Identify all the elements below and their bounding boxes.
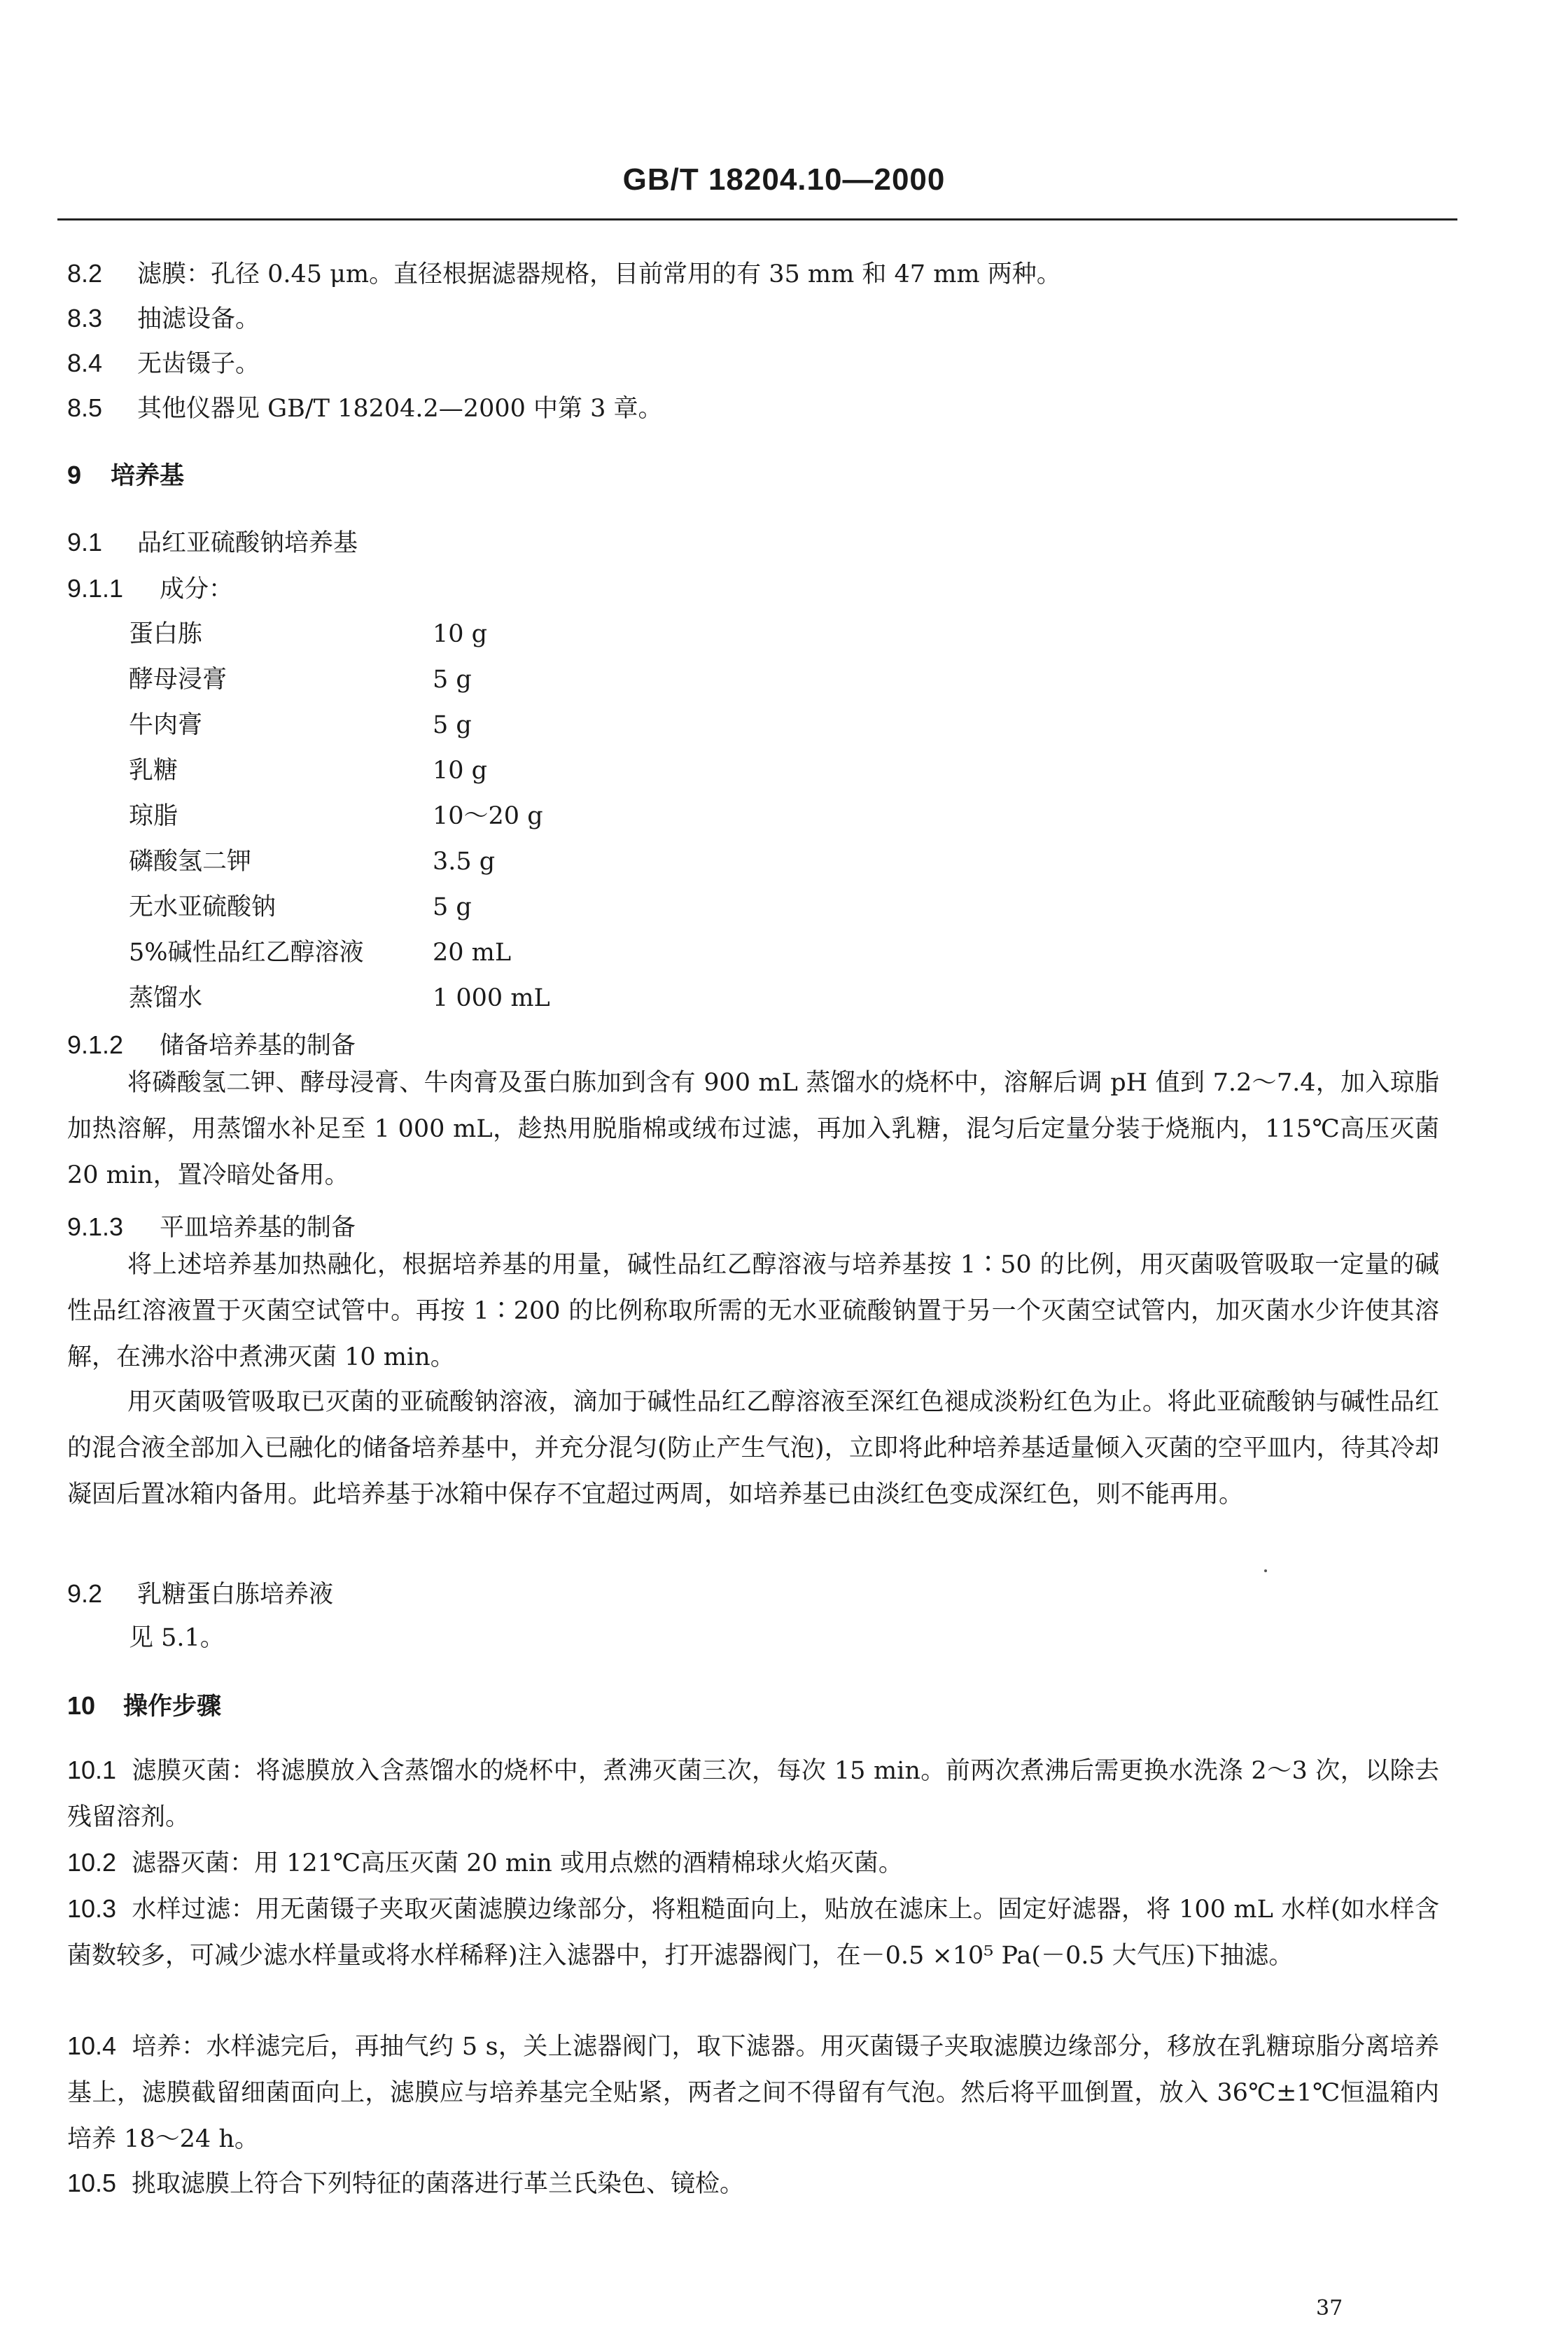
clause-8-4 [67,347,1439,380]
clause-number: 8.5 [67,393,103,422]
standard-code-header: GB/T 18204.10—2000 [622,162,946,197]
clause-text: 滤器灭菌：用 121℃高压灭菌 20 min 或用点燃的酒精棉球火焰灭菌。 [132,1849,903,1877]
clause-9-2-heading [67,1578,1439,1611]
section-9-heading [67,459,1439,491]
clause-10-3 [67,1886,1439,1979]
clause-text: 滤膜：孔径 0.45 μm。直径根据滤器规格，目前常用的有 35 mm 和 47 mm 两种。 [137,260,1061,288]
clause-9-1-heading [67,526,1439,559]
clause-9-1-2-body: 将磷酸氢二钾、酵母浸膏、牛肉膏及蛋白胨加到含有 900 mL 蒸馏水的烧杯中，溶解后调 pH 值到 7.2～7.4，加入琼脂加热溶解，用蒸馏水补足至 1 000 mL，趁热用脱脂棉或绒布过滤，再加入乳糖，混匀后定量分装于烧瓶内，115℃高压灭菌 20 min，置冷暗处备用。 [67,1069,1439,1189]
ingredient-name: 蒸馏水 [129,984,203,1012]
ingredient-amount: 10 g [433,757,488,785]
clause-number: 9.1.1 [67,574,124,603]
ingredient-name: 磷酸氢二钾 [129,848,252,876]
clause-9-1-1-heading [67,573,1439,606]
clause-number: 10.3 [67,1894,117,1923]
ingredient-name: 琼脂 [129,802,178,830]
clause-10-2 [67,1840,1439,1886]
clause-number: 9.1 [67,528,103,556]
clause-number: 8.2 [67,259,103,288]
ingredient-amount: 5 g [433,893,472,921]
clause-9-1-3-heading [67,1211,1439,1244]
scan-speck [1264,1569,1267,1572]
clause-10-4 [67,2023,1439,2162]
clause-text: 水样过滤：用无菌镊子夹取灭菌滤膜边缘部分，将粗糙面向上，贴放在滤床上。固定好滤器，将 100 mL 水样(如水样含菌数较多，可减少滤水样量或将水样稀释)注入滤器中，打开滤器阀门，在－0.5 ×10⁵ Pa(－0.5 大气压)下抽滤。 [67,1896,1439,1970]
clause-8-5 [67,392,1439,425]
clause-title: 品红亚硫酸钠培养基 [137,529,358,557]
section-title: 培养基 [111,461,185,490]
clause-number: 10.4 [67,2031,117,2060]
clause-number: 8.4 [67,349,103,377]
clause-number: 10.2 [67,1848,117,1877]
ingredient-name: 5%碱性品红乙醇溶液 [129,939,364,967]
clause-text: 抽滤设备。 [137,305,260,333]
section-title: 操作步骤 [123,1692,222,1721]
clause-title: 储备培养基的制备 [160,1032,356,1060]
clause-text: 培养：水样滤完后，再抽气约 5 s，关上滤器阀门，取下滤器。用灭菌镊子夹取滤膜边缘部分，移放在乳糖琼脂分离培养基上，滤膜截留细菌面向上，滤膜应与培养基完全贴紧，两者之间不得留有气泡。然后将平皿倒置，放入 36℃±1℃恒温箱内培养 18～24 h。 [67,2033,1439,2153]
ingredient-amount: 5 g [433,711,472,739]
clause-9-1-2-heading [67,1029,1439,1062]
ingredient-amount: 10～20 g [433,802,543,830]
clause-text: 其他仪器见 GB/T 18204.2—2000 中第 3 章。 [137,395,663,423]
ingredient-name: 无水亚硫酸钠 [129,893,276,921]
ingredient-amount: 1 000 mL [433,984,550,1012]
ingredient-name: 酵母浸膏 [129,666,227,694]
ingredient-name: 乳糖 [129,757,178,785]
header-divider [57,218,1457,220]
clause-title: 乳糖蛋白胨培养液 [137,1581,334,1609]
clause-10-1 [67,1747,1439,1840]
ingredient-amount: 20 mL [433,939,512,967]
clause-number: 9.1.3 [67,1212,124,1241]
clause-title: 成分： [160,575,234,603]
clause-text: 滤膜灭菌：将滤膜放入含蒸馏水的烧杯中，煮沸灭菌三次，每次 15 min。前两次煮沸后需更换水洗涤 2～3 次，以除去残留溶剂。 [67,1757,1439,1831]
clause-10-5 [67,2160,1439,2207]
clause-text: 无齿镊子。 [137,350,260,378]
clause-9-1-3-paragraph-1: 将上述培养基加热融化，根据培养基的用量，碱性品红乙醇溶液与培养基按 1∶50 的比例，用灭菌吸管吸取一定量的碱性品红溶液置于灭菌空试管中。再按 1∶200 的比例称取所需的无水亚硫酸钠置于另一个灭菌空试管内，加灭菌水少许使其溶解，在沸水浴中煮沸灭菌 10 min。 [67,1251,1439,1371]
page-number: 37 [1316,2296,1343,2320]
ingredient-name: 蛋白胨 [129,620,203,648]
ingredient-amount: 3.5 g [433,848,496,876]
clause-number: 9.2 [67,1579,103,1608]
clause-text: 挑取滤膜上符合下列特征的菌落进行革兰氏染色、镜检。 [132,2170,745,2198]
section-number: 9 [67,461,82,489]
section-number: 10 [67,1691,96,1720]
clause-8-2 [67,258,1439,290]
clause-number: 10.5 [67,2169,117,2197]
clause-9-2-body: 见 5.1。 [129,1624,225,1652]
ingredient-amount: 10 g [433,620,488,648]
clause-9-1-3-paragraph-2: 用灭菌吸管吸取已灭菌的亚硫酸钠溶液，滴加于碱性品红乙醇溶液至深红色褪成淡粉红色为止。将此亚硫酸钠与碱性品红的混合液全部加入已融化的储备培养基中，并充分混匀(防止产生气泡)，立即将此种培养基适量倾入灭菌的空平皿内，待其冷却凝固后置冰箱内备用。此培养基于冰箱中保存不宜超过两周，如培养基已由淡红色变成深红色，则不能再用。 [67,1388,1439,1508]
clause-number: 8.3 [67,304,103,332]
clause-number: 10.1 [67,1756,117,1784]
ingredient-amount: 5 g [433,666,472,694]
clause-number: 9.1.2 [67,1030,124,1059]
clause-title: 平皿培养基的制备 [160,1214,356,1242]
section-10-heading [67,1690,1439,1722]
clause-8-3 [67,302,1439,335]
ingredient-name: 牛肉膏 [129,711,203,739]
